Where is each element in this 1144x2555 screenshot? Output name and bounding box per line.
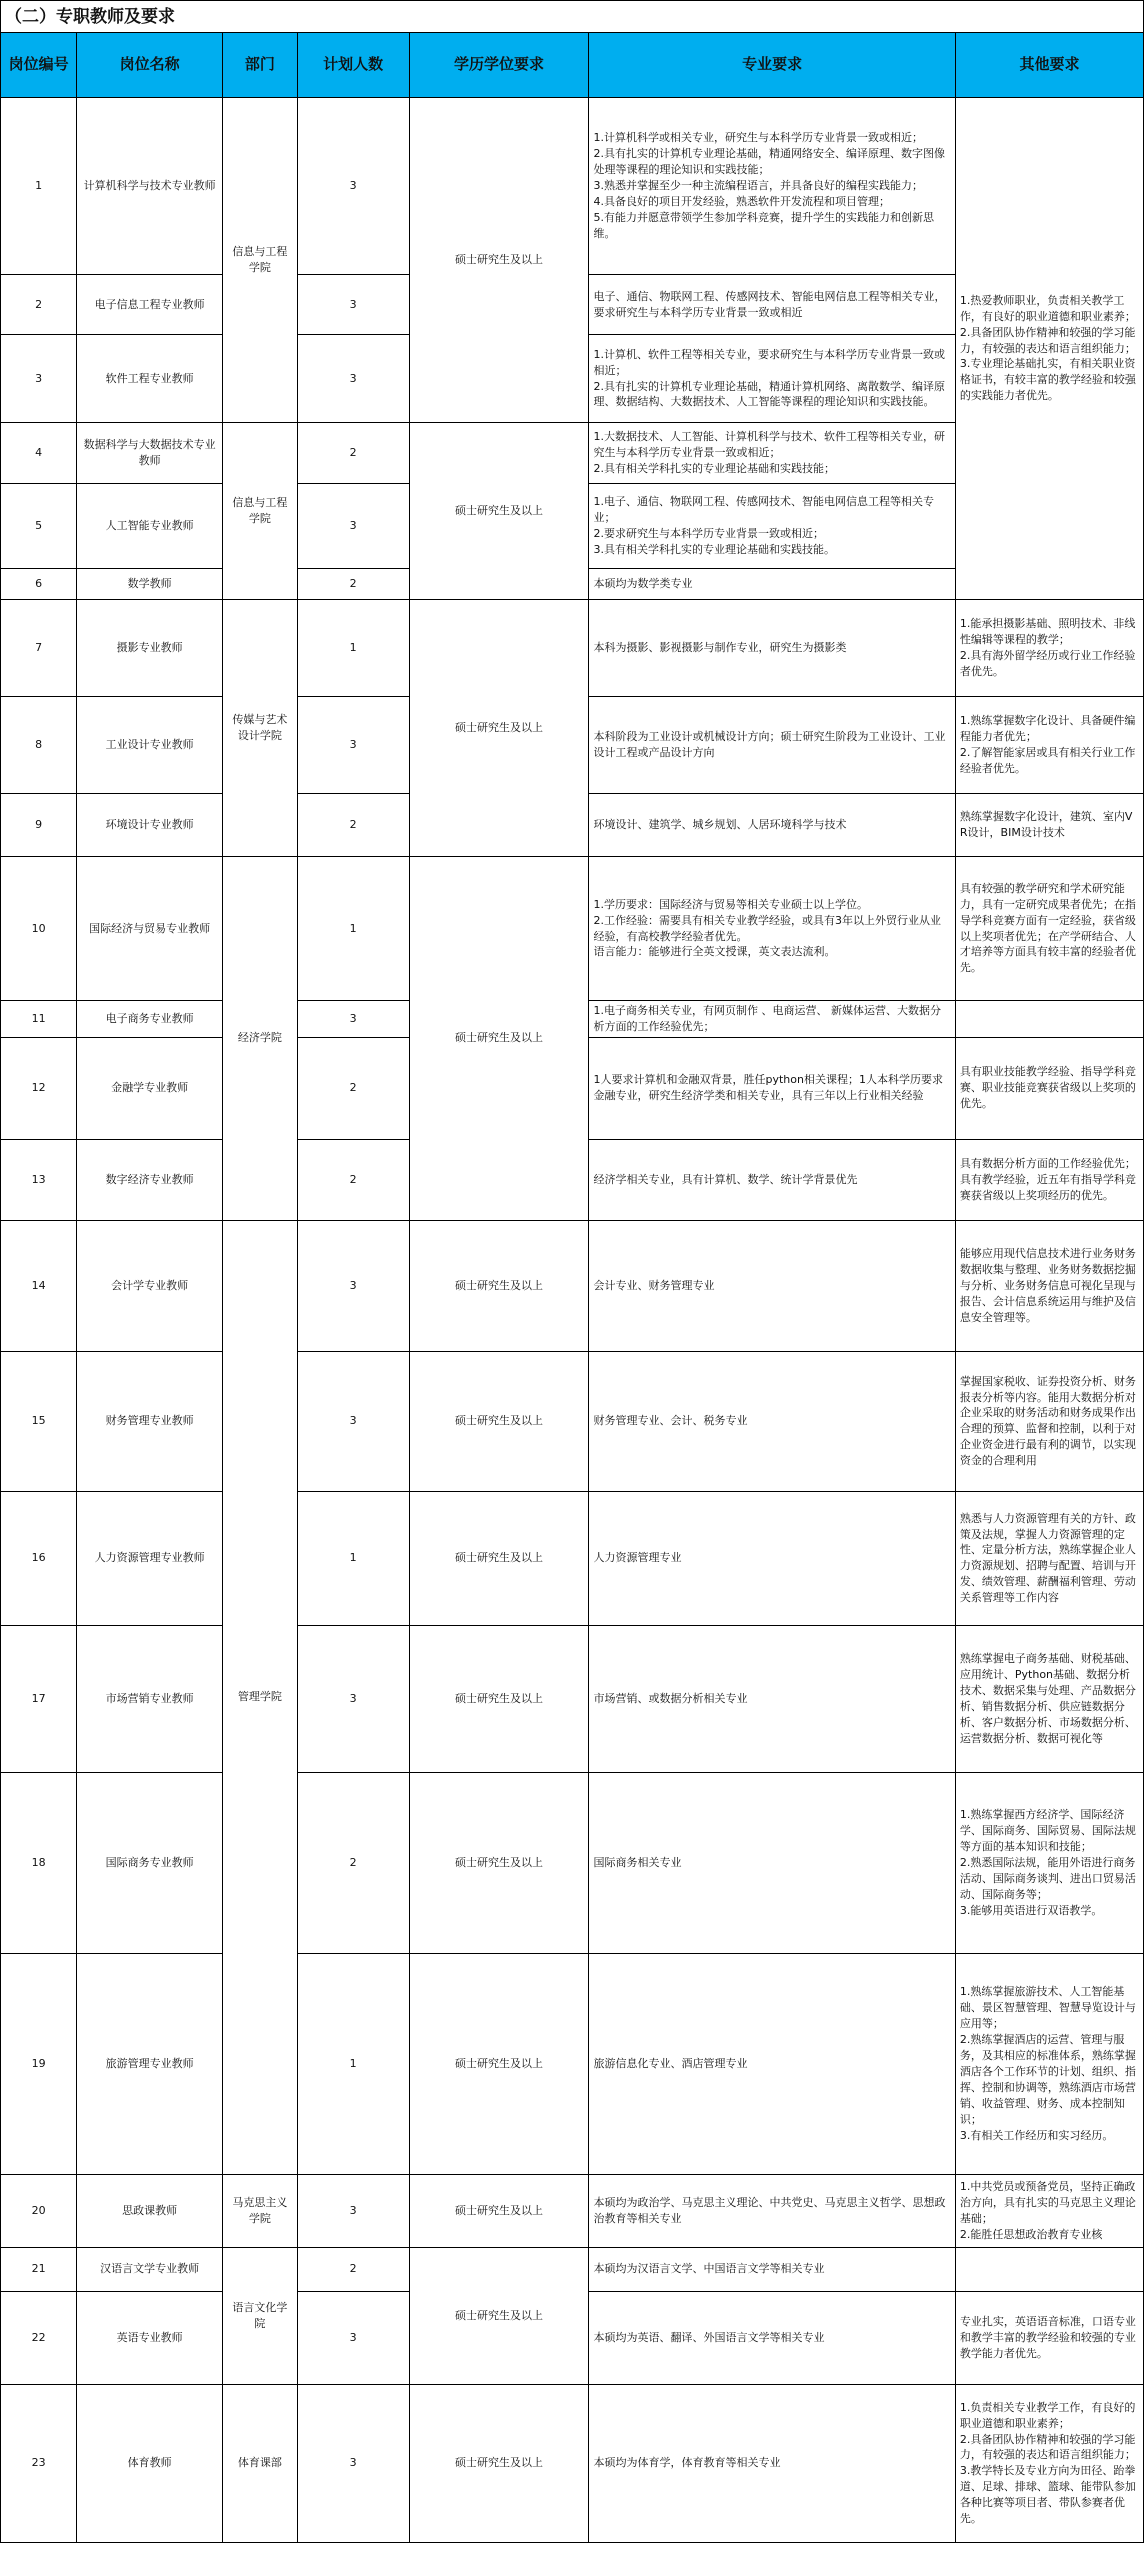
plan-count-cell: 1 [297,857,409,1001]
position-name-cell: 工业设计专业教师 [77,697,223,794]
table-row [1,1953,1144,2174]
other-requirement-cell: 1.能承担摄影基础、照明技术、非线性编辑等课程的教学； 2.具有海外留学经历或行业工作经验者优先。 [955,600,1143,697]
position-name-cell: 电子信息工程专业教师 [77,275,223,335]
plan-count-cell: 2 [297,794,409,857]
degree-cell: 硕士研究生及以上 [409,857,589,1221]
plan-count-cell: 3 [297,697,409,794]
position-id-cell: 10 [1,857,77,1001]
degree-cell: 硕士研究生及以上 [409,423,589,600]
degree-cell: 硕士研究生及以上 [409,2247,589,2384]
position-name-cell: 国际经济与贸易专业教师 [77,857,223,1001]
other-requirement-cell [955,1001,1143,1038]
header-id: 岗位编号 [1,33,77,98]
plan-count-cell: 3 [297,1001,409,1038]
table-row [1,1351,1144,1491]
department-cell: 语言文化学院 [223,2247,298,2384]
position-id-cell: 5 [1,484,77,569]
header-name: 岗位名称 [77,33,223,98]
position-name-cell: 数字经济专业教师 [77,1139,223,1220]
department-cell: 体育课部 [223,2384,298,2542]
degree-cell: 硕士研究生及以上 [409,98,589,423]
plan-count-cell: 3 [297,1351,409,1491]
position-name-cell: 环境设计专业教师 [77,794,223,857]
department-cell: 信息与工程学院 [223,98,298,423]
position-id-cell: 14 [1,1220,77,1351]
position-id-cell: 17 [1,1625,77,1772]
table-header-row [1,33,1144,98]
table-row [1,2174,1144,2247]
other-requirement-cell: 具有较强的教学研究和学术研究能力，具有一定研究成果者优先；在指导学科竞赛方面有一定经验，获省级以上奖项者优先；在产学研结合、人才培养等方面具有较丰富的经验者优先。 [955,857,1143,1001]
position-name-cell: 人力资源管理专业教师 [77,1491,223,1625]
major-requirement-cell: 财务管理专业、会计、税务专业 [589,1351,955,1491]
position-name-cell: 旅游管理专业教师 [77,1953,223,2174]
other-requirement-cell: 1.负责相关专业教学工作，有良好的职业道德和职业素养； 2.具备团队协作精神和较强的学习能力，有较强的表达和语言组织能力； 3.教学特长及专业方向为田径、跆拳道、足球、排球、篮球、能带队参加各种比赛等项目者、带队参赛者优先。 [955,2384,1143,2542]
degree-cell: 硕士研究生及以上 [409,1220,589,1351]
table-row [1,1220,1144,1351]
position-name-cell: 国际商务专业教师 [77,1772,223,1953]
position-name-cell: 会计学专业教师 [77,1220,223,1351]
major-requirement-cell: 本科为摄影、影视摄影与制作专业，研究生为摄影类 [589,600,955,697]
table-row [1,1772,1144,1953]
major-requirement-cell: 1.大数据技术、人工智能、计算机科学与技术、软件工程等相关专业，研究生与本科学历专业背景一致或相近； 2.具有相关学科扎实的专业理论基础和实践技能； [589,423,955,484]
table-row [1,1625,1144,1772]
table-row [1,600,1144,697]
plan-count-cell: 3 [297,2291,409,2384]
plan-count-cell: 2 [297,1037,409,1139]
plan-count-cell: 3 [297,2384,409,2542]
position-id-cell: 18 [1,1772,77,1953]
degree-cell: 硕士研究生及以上 [409,600,589,857]
major-requirement-cell: 1.计算机科学或相关专业，研究生与本科学历专业背景一致或相近； 2.具有扎实的计算机专业理论基础，精通网络安全、编译原理、数字图像处理等课程的理论知识和实践技能； 3.熟悉并掌握至少一种主流编程语言，并具备良好的编程实践能力； 4.具备良好的项目开发经验，熟悉软件开发流程和项目管理； 5.有能力并愿意带领学生参加学科竞赛，提升学生的实践能力和创新思维。 [589,98,955,275]
plan-count-cell: 1 [297,1491,409,1625]
major-requirement-cell: 经济学相关专业，具有计算机、数学、统计学背景优先 [589,1139,955,1220]
position-name-cell: 金融学专业教师 [77,1037,223,1139]
major-requirement-cell: 本硕均为政治学、马克思主义理论、中共党史、马克思主义哲学、思想政治教育等相关专业 [589,2174,955,2247]
plan-count-cell: 3 [297,2174,409,2247]
department-cell: 传媒与艺术设计学院 [223,600,298,857]
other-requirement-cell: 熟悉与人力资源管理有关的方针、政策及法规，掌握人力资源管理的定性、定量分析方法，熟练掌握企业人力资源规划、招聘与配置、培训与开发、绩效管理、薪酬福利管理、劳动关系管理等工作内容 [955,1491,1143,1625]
other-requirement-cell: 具有职业技能教学经验、指导学科竞赛、职业技能竞赛获省级以上奖项的优先。 [955,1037,1143,1139]
header-degree: 学历学位要求 [409,33,589,98]
position-id-cell: 2 [1,275,77,335]
table-row [1,2247,1144,2291]
degree-cell: 硕士研究生及以上 [409,1772,589,1953]
plan-count-cell: 1 [297,1953,409,2174]
plan-count-cell: 3 [297,1220,409,1351]
position-id-cell: 13 [1,1139,77,1220]
position-name-cell: 人工智能专业教师 [77,484,223,569]
other-requirement-cell: 1.热爱教师职业，负责相关教学工作，有良好的职业道德和职业素养； 2.具备团队协作精神和较强的学习能力，有较强的表达和语言组织能力； 3.专业理论基础扎实，有相关职业资格证书，有较丰富的教学经验和较强的实践能力者优先。 [955,98,1143,600]
position-id-cell: 1 [1,98,77,275]
position-id-cell: 6 [1,569,77,600]
major-requirement-cell: 1人要求计算机和金融双背景，胜任python相关课程；1人本科学历要求金融专业，研究生经济学类和相关专业，具有三年以上行业相关经验 [589,1037,955,1139]
position-name-cell: 电子商务专业教师 [77,1001,223,1038]
major-requirement-cell: 环境设计、建筑学、城乡规划、人居环境科学与技术 [589,794,955,857]
degree-cell: 硕士研究生及以上 [409,1491,589,1625]
table-row [1,857,1144,1001]
degree-cell: 硕士研究生及以上 [409,2174,589,2247]
other-requirement-cell: 1.熟练掌握西方经济学、国际经济学、国际商务、国际贸易、国际法规等方面的基本知识和技能； 2.熟悉国际法规，能用外语进行商务活动、国际商务谈判、进出口贸易活动、国际商务等； 3.能够用英语进行双语教学。 [955,1772,1143,1953]
header-dept: 部门 [223,33,298,98]
section-title: （二）专职教师及要求 [0,0,1144,32]
table-row [1,1491,1144,1625]
position-name-cell: 软件工程专业教师 [77,335,223,423]
major-requirement-cell: 国际商务相关专业 [589,1772,955,1953]
degree-cell: 硕士研究生及以上 [409,2384,589,2542]
position-id-cell: 22 [1,2291,77,2384]
major-requirement-cell: 电子、通信、物联网工程、传感网技术、智能电网信息工程等相关专业，要求研究生与本科学历专业背景一致或相近 [589,275,955,335]
major-requirement-cell: 市场营销、或数据分析相关专业 [589,1625,955,1772]
degree-cell: 硕士研究生及以上 [409,1625,589,1772]
table-row [1,2384,1144,2542]
position-name-cell: 财务管理专业教师 [77,1351,223,1491]
major-requirement-cell: 1.学历要求：国际经济与贸易等相关专业硕士以上学位。 2.工作经验：需要具有相关专业教学经验，或具有3年以上外贸行业从业经验，有高校教学经验者优先。 语言能力：能够进行全英文授课，英文表达流利。 [589,857,955,1001]
major-requirement-cell: 本硕均为体育学，体育教育等相关专业 [589,2384,955,2542]
major-requirement-cell: 本硕均为数学类专业 [589,569,955,600]
plan-count-cell: 3 [297,275,409,335]
position-name-cell: 汉语言文学专业教师 [77,2247,223,2291]
position-id-cell: 15 [1,1351,77,1491]
header-count: 计划人数 [297,33,409,98]
position-id-cell: 16 [1,1491,77,1625]
table-row [1,98,1144,275]
position-id-cell: 9 [1,794,77,857]
header-other: 其他要求 [955,33,1143,98]
major-requirement-cell: 1.电子商务相关专业，有网页制作 、电商运营、 新媒体运营、大数据分析方面的工作经验优先； [589,1001,955,1038]
other-requirement-cell: 1.熟练掌握旅游技术、人工智能基础、景区智慧管理、智慧导览设计与应用等； 2.熟练掌握酒店的运营、管理与服务，及其相应的标准体系，熟练掌握酒店各个工作环节的计划、组织、指挥、控制和协调等，熟练酒店市场营销、收益管理、财务、成本控制知识； 3.有相关工作经历和实习经历。 [955,1953,1143,2174]
other-requirement-cell: 熟练掌握数字化设计，建筑、室内VR设计，BIM设计技术 [955,794,1143,857]
degree-cell: 硕士研究生及以上 [409,1953,589,2174]
major-requirement-cell: 1.计算机、软件工程等相关专业，要求研究生与本科学历专业背景一致或相近； 2.具有扎实的计算机专业理论基础，精通计算机网络、离散数学、编译原理、数据结构、大数据技术、人工智能等课程的理论知识和实践技能。 [589,335,955,423]
major-requirement-cell: 人力资源管理专业 [589,1491,955,1625]
major-requirement-cell: 1.电子、通信、物联网工程、传感网技术、智能电网信息工程等相关专业； 2.要求研究生与本科学历专业背景一致或相近； 3.具有相关学科扎实的专业理论基础和实践技能。 [589,484,955,569]
other-requirement-cell: 具有数据分析方面的工作经验优先；具有教学经验，近五年有指导学科竞赛获省级以上奖项经历的优先。 [955,1139,1143,1220]
other-requirement-cell: 1.中共党员或预备党员，坚持正确政治方向，具有扎实的马克思主义理论基础； 2.能胜任思想政治教育专业核 [955,2174,1143,2247]
position-id-cell: 4 [1,423,77,484]
position-name-cell: 数学教师 [77,569,223,600]
major-requirement-cell: 本硕均为汉语言文学、中国语言文学等相关专业 [589,2247,955,2291]
position-id-cell: 20 [1,2174,77,2247]
department-cell: 马克思主义学院 [223,2174,298,2247]
department-cell: 信息与工程学院 [223,423,298,600]
department-cell: 经济学院 [223,857,298,1221]
position-name-cell: 思政课教师 [77,2174,223,2247]
degree-cell: 硕士研究生及以上 [409,1351,589,1491]
header-major: 专业要求 [589,33,955,98]
plan-count-cell: 3 [297,1625,409,1772]
other-requirement-cell: 专业扎实，英语语音标准，口语专业和教学丰富的教学经验和较强的专业教学能力者优先。 [955,2291,1143,2384]
position-id-cell: 7 [1,600,77,697]
position-id-cell: 8 [1,697,77,794]
plan-count-cell: 3 [297,98,409,275]
position-id-cell: 21 [1,2247,77,2291]
other-requirement-cell: 熟练掌握电子商务基础、财税基础、应用统计、Python基础、数据分析技术、数据采集与处理、产品数据分析、销售数据分析、供应链数据分析、客户数据分析、市场数据分析、运营数据分析、数据可视化等 [955,1625,1143,1772]
position-id-cell: 23 [1,2384,77,2542]
position-name-cell: 体育教师 [77,2384,223,2542]
plan-count-cell: 2 [297,1772,409,1953]
plan-count-cell: 2 [297,569,409,600]
position-id-cell: 12 [1,1037,77,1139]
other-requirement-cell: 掌握国家税收、证券投资分析、财务报表分析等内容。能用大数据分析对企业采取的财务活动和财务成果作出合理的预算、监督和控制，以利于对企业资金进行最有利的调节，以实现资金的合理利用 [955,1351,1143,1491]
major-requirement-cell: 会计专业、财务管理专业 [589,1220,955,1351]
position-name-cell: 英语专业教师 [77,2291,223,2384]
plan-count-cell: 2 [297,1139,409,1220]
position-name-cell: 计算机科学与技术专业教师 [77,98,223,275]
position-name-cell: 市场营销专业教师 [77,1625,223,1772]
plan-count-cell: 2 [297,2247,409,2291]
plan-count-cell: 3 [297,484,409,569]
department-cell: 管理学院 [223,1220,298,2174]
other-requirement-cell: 能够应用现代信息技术进行业务财务数据收集与整理、业务财务数据挖掘与分析、业务财务信息可视化呈现与报告、会计信息系统运用与维护及信息安全管理等。 [955,1220,1143,1351]
plan-count-cell: 3 [297,335,409,423]
other-requirement-cell [955,2247,1143,2291]
plan-count-cell: 1 [297,600,409,697]
position-id-cell: 19 [1,1953,77,2174]
position-name-cell: 数据科学与大数据技术专业教师 [77,423,223,484]
plan-count-cell: 2 [297,423,409,484]
major-requirement-cell: 本科阶段为工业设计或机械设计方向；硕士研究生阶段为工业设计、工业设计工程或产品设计方向 [589,697,955,794]
other-requirement-cell: 1.熟练掌握数字化设计、具备硬件编程能力者优先； 2.了解智能家居或具有相关行业工作经验者优先。 [955,697,1143,794]
position-name-cell: 摄影专业教师 [77,600,223,697]
major-requirement-cell: 本硕均为英语、翻译、外国语言文学等相关专业 [589,2291,955,2384]
position-id-cell: 3 [1,335,77,423]
major-requirement-cell: 旅游信息化专业、酒店管理专业 [589,1953,955,2174]
position-id-cell: 11 [1,1001,77,1038]
recruitment-table [0,32,1144,2543]
